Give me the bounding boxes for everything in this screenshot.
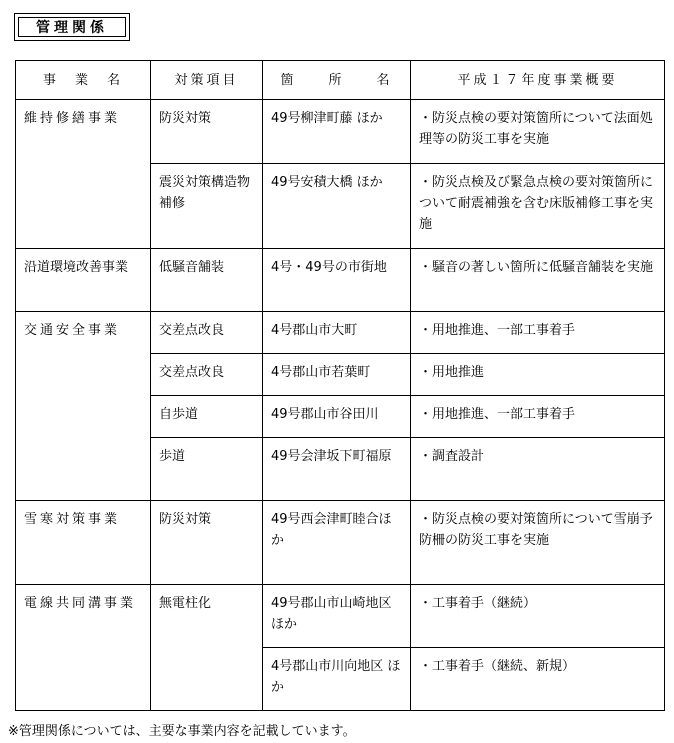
- summary-cell: ・用地推進、一部工事着手: [411, 312, 665, 354]
- summary-cell: ・用地推進、一部工事着手: [411, 396, 665, 438]
- header-row: [16, 61, 665, 100]
- location-cell: 49号安積大橋 ほか: [263, 164, 411, 249]
- measure-cell: 防災対策: [151, 100, 263, 164]
- location-cell: 4号郡山市若葉町: [263, 354, 411, 396]
- section-title: 管理関係: [18, 17, 126, 37]
- table-row: [16, 501, 665, 585]
- summary-cell: ・防災点検の要対策箇所について法面処理等の防災工事を実施: [411, 100, 665, 164]
- category-cell: 沿道環境改善事業: [16, 249, 151, 312]
- measure-cell: 交差点改良: [151, 312, 263, 354]
- location-cell: 49号郡山市谷田川: [263, 396, 411, 438]
- measure-cell: 交差点改良: [151, 354, 263, 396]
- location-cell: 49号柳津町藤 ほか: [263, 100, 411, 164]
- location-cell: 49号会津坂下町福原: [263, 438, 411, 501]
- measure-cell: 低騒音舗装: [151, 249, 263, 312]
- category-cell: 電線共同溝事業: [16, 585, 151, 711]
- measure-cell: 無電柱化: [151, 585, 263, 711]
- category-cell: 交通安全事業: [16, 312, 151, 501]
- location-cell: 4号・49号の市街地: [263, 249, 411, 312]
- measure-cell: 防災対策: [151, 501, 263, 585]
- summary-cell: ・騒音の著しい箇所に低騒音舗装を実施: [411, 249, 665, 312]
- header-project: 事 業 名: [16, 61, 151, 100]
- category-cell: 維持修繕事業: [16, 100, 151, 249]
- location-cell: 49号西会津町睦合ほか: [263, 501, 411, 585]
- category-cell: 雪寒対策事業: [16, 501, 151, 585]
- measure-cell: 自歩道: [151, 396, 263, 438]
- summary-cell: ・調査設計: [411, 438, 665, 501]
- section-title-box: [14, 13, 130, 41]
- measure-cell: 震災対策構造物補修: [151, 164, 263, 249]
- table-row: [16, 100, 665, 164]
- summary-cell: ・防災点検及び緊急点検の要対策箇所について耐震補強を含む床版補修工事を実施: [411, 164, 665, 249]
- summary-cell: ・工事着手（継続）: [411, 585, 665, 648]
- management-table: [15, 60, 665, 711]
- header-measure: 対策項目: [151, 61, 263, 100]
- summary-cell: ・防災点検の要対策箇所について雪崩予防柵の防災工事を実施: [411, 501, 665, 585]
- table-row: [16, 249, 665, 312]
- measure-cell: 歩道: [151, 438, 263, 501]
- header-summary: 平成１７年度事業概要: [411, 61, 665, 100]
- location-cell: 4号郡山市大町: [263, 312, 411, 354]
- header-location: 箇 所 名: [263, 61, 411, 100]
- table-row: [16, 585, 665, 648]
- table-row: [16, 312, 665, 354]
- location-cell: 49号郡山市山崎地区 ほか: [263, 585, 411, 648]
- summary-cell: ・工事着手（継続、新規）: [411, 648, 665, 711]
- summary-cell: ・用地推進: [411, 354, 665, 396]
- footnote: ※管理関係については、主要な事業内容を記載しています。: [8, 724, 356, 739]
- location-cell: 4号郡山市川向地区 ほか: [263, 648, 411, 711]
